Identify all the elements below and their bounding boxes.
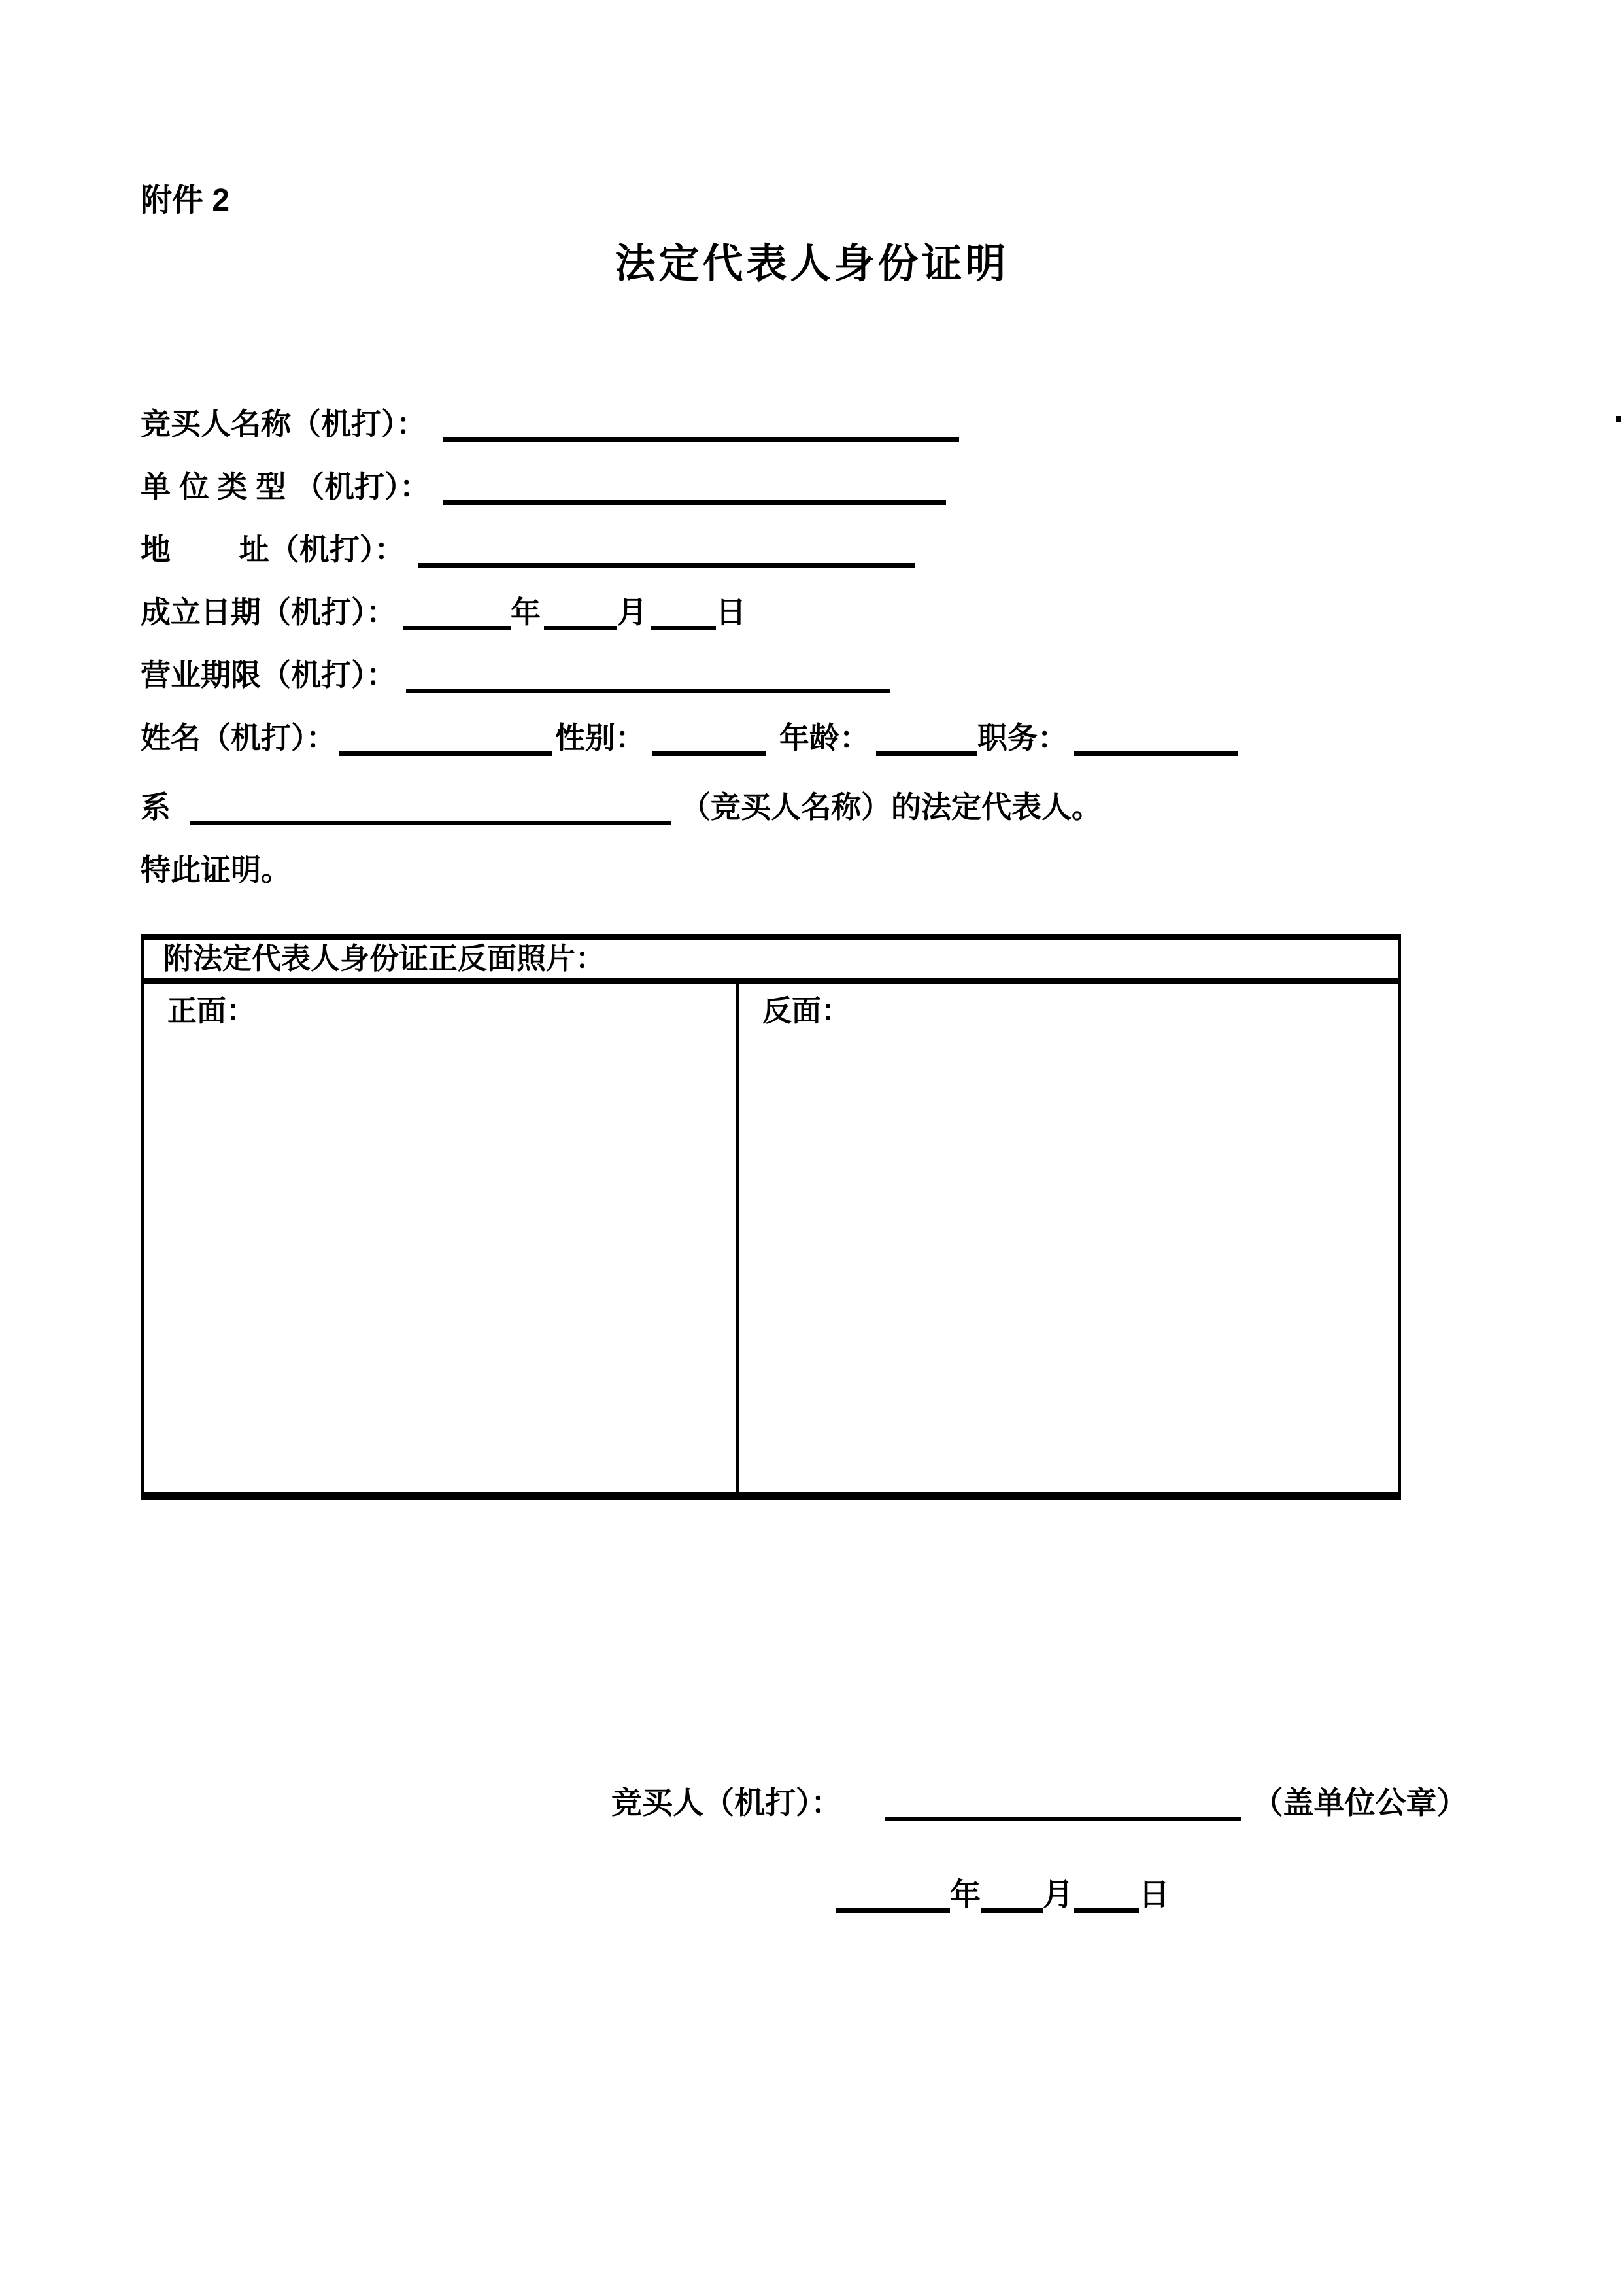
establish-date-label: 日 [716, 595, 746, 629]
attachment-label: 附件 2 [141, 183, 230, 218]
is-representative-label: （竞买人名称）的法定代表人。 [681, 790, 1102, 824]
address-label: 地 址（机打）： [141, 532, 405, 566]
photo-table-header: 附法定代表人身份证正反面照片： [144, 940, 1398, 984]
person-info-label: 职务： [977, 721, 1068, 755]
date-label: 月 [1043, 1877, 1074, 1912]
business-term-label: 营业期限（机打）： [141, 658, 396, 692]
form-line-unit-type [141, 455, 1238, 518]
bidder-name-blank [443, 437, 959, 442]
form-line-address [141, 518, 1238, 581]
id-front-label: 正面： [167, 994, 256, 1027]
form-line-person-info [141, 706, 1238, 769]
establish-date-label: 成立日期（机打）： [141, 595, 396, 629]
date-line [836, 1874, 1170, 1915]
date-blank [981, 1908, 1043, 1913]
hereby-certify-label: 特此证明。 [141, 853, 291, 887]
id-back-cell [739, 984, 1398, 1492]
date-blank [1074, 1908, 1139, 1913]
person-info-blank [652, 751, 766, 756]
business-term-blank [406, 689, 890, 693]
is-representative-label: 系 [141, 790, 171, 824]
form-section [141, 392, 1238, 901]
id-back-label: 反面： [762, 994, 851, 1027]
person-info-blank [1074, 751, 1238, 756]
establish-date-blank [544, 626, 617, 630]
person-info-label: 姓名（机打）： [141, 721, 336, 755]
establish-date-label: 年 [511, 595, 541, 629]
bidder-name-label: 竞买人名称（机打）： [141, 407, 426, 441]
form-line-bidder-name [141, 392, 1238, 455]
date-label: 年 [950, 1877, 981, 1912]
form-line-establish-date [141, 581, 1238, 643]
date-blank [836, 1908, 950, 1913]
signature-line [611, 1783, 1468, 1823]
form-line-hereby-certify [141, 838, 1238, 901]
establish-date-blank [651, 626, 716, 630]
address-blank [418, 563, 915, 568]
photo-table-body [144, 984, 1398, 1492]
person-info-label: 性别： [555, 721, 645, 755]
establish-date-label: 月 [617, 595, 647, 629]
id-front-cell [144, 984, 739, 1492]
form-line-business-term [141, 643, 1238, 706]
scan-artifact [1616, 416, 1621, 422]
bidder-sign-blank [885, 1817, 1241, 1821]
document-title: 法定代表人身份证明 [615, 241, 1009, 286]
form-line-is-representative [141, 776, 1238, 838]
person-info-blank [339, 751, 552, 756]
establish-date-blank [403, 626, 511, 630]
id-photo-table [141, 934, 1401, 1500]
unit-type-label: 单 位 类 型 （机打）： [141, 470, 430, 504]
unit-type-blank [443, 500, 946, 505]
date-label: 日 [1139, 1877, 1170, 1912]
bidder-sign-label: 竞买人（机打）： [611, 1785, 842, 1820]
is-representative-blank [190, 821, 671, 825]
person-info-blank [876, 751, 977, 756]
seal-note: （盖单位公章） [1252, 1785, 1468, 1820]
person-info-label: 年龄： [779, 721, 870, 755]
